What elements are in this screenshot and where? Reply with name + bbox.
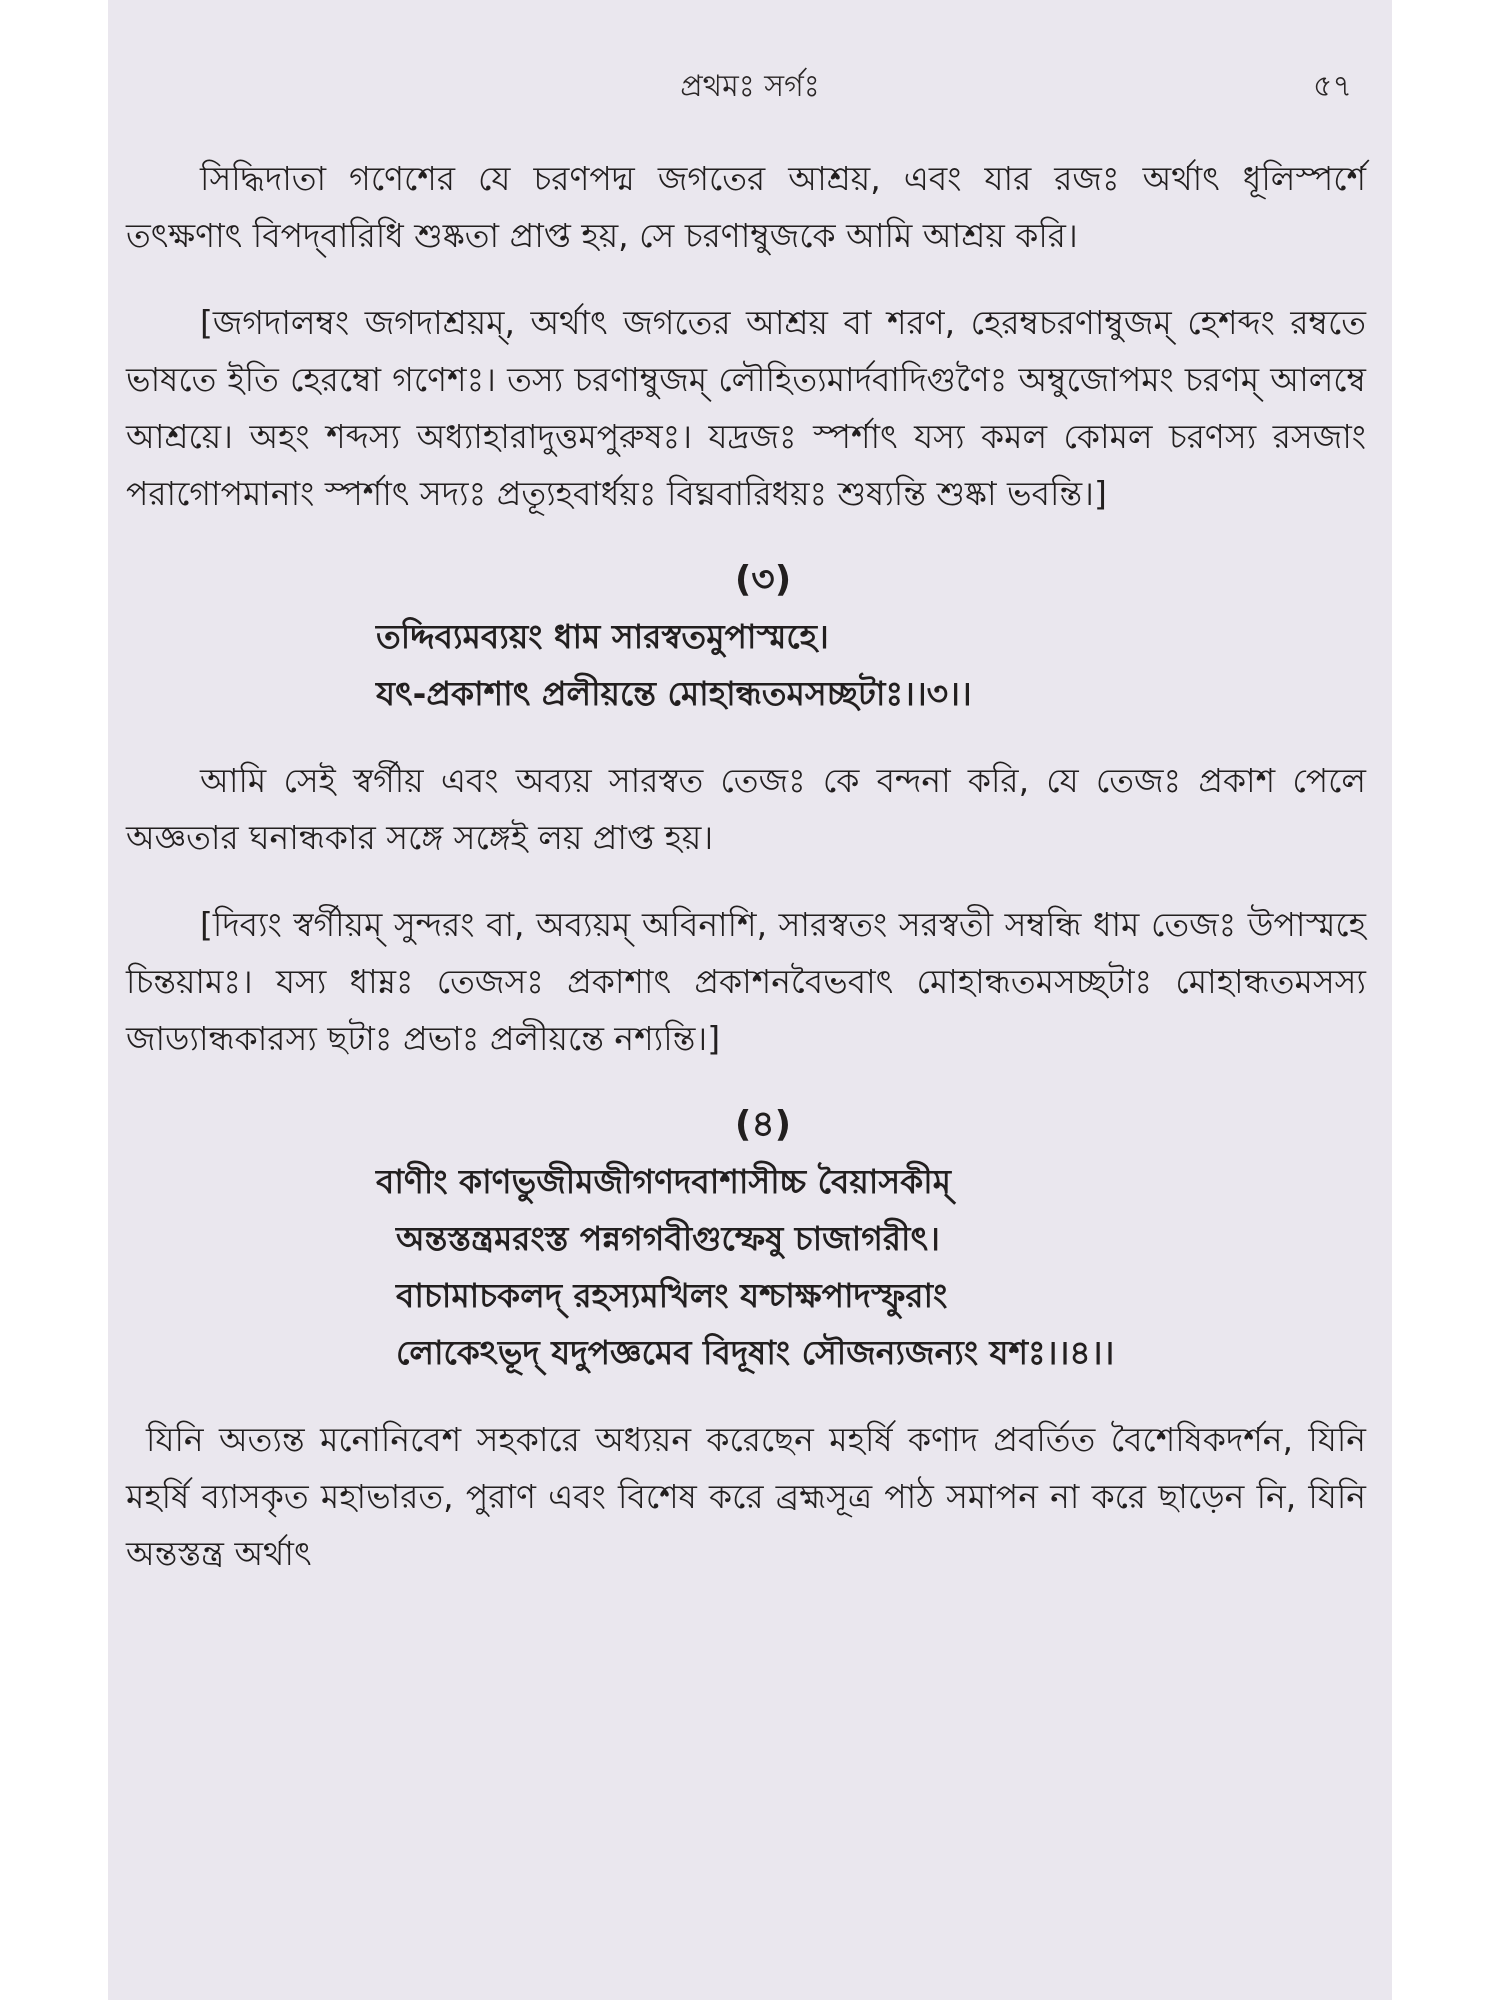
translation-paragraph-1: সিদ্ধিদাতা গণেশের যে চরণপদ্ম জগতের আশ্রয়, এবং যার রজঃ অর্থাৎ ধূলিস্পর্শে তৎক্ষণাৎ বিপদ্‌বারিধি শুষ্কতা প্রাপ্ত হয়, সে চরণাম্বুজকে আমি আশ্রয় করি।: [126, 159, 1366, 255]
commentary-paragraph-2: [দিব্যং স্বর্গীয়ম্ সুন্দরং বা, অব্যয়ম্ অবিনাশি, সারস্বতং সরস্বতী সম্বন্ধি ধাম তেজঃ উপাস্মহে চিন্তয়ামঃ। যস্য ধাম্নঃ তেজসঃ প্রকাশাৎ প্রকাশনবৈভবাৎ মোহান্ধতমসচ্ছটাঃ মোহান্ধতমসস্য জাড্যান্ধকারস্য ছটাঃ প্রভাঃ প্রলীয়ন্তে নশ্যন্তি।]: [126, 905, 1366, 1058]
translation-paragraph-3: যিনি অত্যন্ত মনোনিবেশ সহকারে অধ্যয়ন করেছেন মহর্ষি কণাদ প্রবর্তিত বৈশেষিকদর্শন, যিনি মহর্ষি ব্যাসকৃত মহাভারত, পুরাণ এবং বিশেষ করে ব্রহ্মসূত্র পাঠ সমাপন না করে ছাড়েন নি, যিনি অন্তস্তন্ত্র অর্থাৎ: [126, 1420, 1366, 1573]
running-header: [108, 62, 1392, 112]
page-body: [126, 150, 1366, 1582]
chapter-title: প্রথমঃ সর্গঃ: [680, 69, 820, 104]
verse-4-line-1: বাণীং কাণভুজীমজীগণদবাশাসীচ্চ বৈয়াসকীম্: [376, 1162, 952, 1201]
verse-4-line-4: লোকেঽভূদ্ যদুপজ্ঞমেব বিদূষাং সৌজন্যজন্যং যশঃ।।৪।।: [396, 1333, 1115, 1372]
verse-3-line-2: যৎ-প্রকাশাৎ প্রলীয়ন্তে মোহান্ধতমসচ্ছটাঃ।।৩।।: [376, 674, 972, 713]
verse-3-line-1: তদ্দিব্যমব্যয়ং ধাম সারস্বতমুপাস্মহে।: [376, 617, 829, 656]
verse-4-line-3: বাচামাচকলদ্ রহস্যমখিলং যশ্চাক্ষপাদস্ফুরাং: [396, 1276, 948, 1315]
page-number: ৫৭: [1313, 69, 1352, 104]
verse-4-line-2: অন্তস্তন্ত্রমরংস্ত পন্নগগবীগুম্ফেষু চাজাগরীৎ।: [396, 1219, 940, 1258]
verse-number-3: (৩): [734, 559, 792, 600]
translation-paragraph-2: আমি সেই স্বর্গীয় এবং অব্যয় সারস্বত তেজঃ কে বন্দনা করি, যে তেজঃ প্রকাশ পেলে অজ্ঞতার ঘনান্ধকার সঙ্গে সঙ্গেই লয় প্রাপ্ত হয়।: [126, 761, 1366, 857]
commentary-paragraph-1: [জগদালম্বং জগদাশ্রয়ম্, অর্থাৎ জগতের আশ্রয় বা শরণ, হেরম্বচরণাম্বুজম্ হেশব্দং রম্বতে ভাষতে ইতি হেরম্বো গণেশঃ। তস্য চরণাম্বুজম্ লৌহিত্যমার্দবাদিগুণৈঃ অম্বুজোপমং চরণম্ আলম্বে আশ্রয়ে। অহং শব্দস্য অধ্যাহারাদুত্তমপুরুষঃ। যদ্রজঃ স্পর্শাৎ যস্য কমল কোমল চরণস্য রসজাং পরাগোপমানাং স্পর্শাৎ সদ্যঃ প্রত্যূহবার্ধয়ঃ বিঘ্নবারিধয়ঃ শুষ্যন্তি শুষ্কা ভবন্তি।]: [126, 303, 1366, 513]
verse-number-4: (৪): [734, 1104, 792, 1145]
book-page: [108, 0, 1392, 2000]
